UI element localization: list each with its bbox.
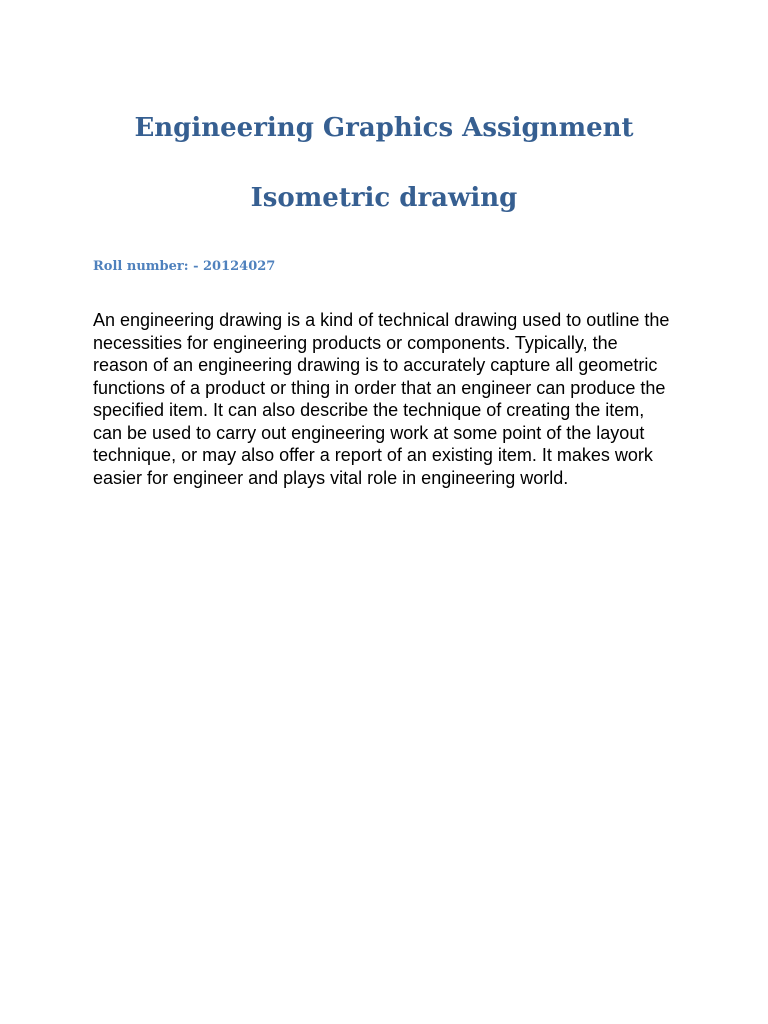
paragraph-line: An engineering drawing is a kind of technical drawing used to outline the [93, 310, 670, 330]
paragraph-line: functions of a product or thing in order that an engineer can produce the [93, 377, 666, 398]
document-subtitle: Isometric drawing [250, 183, 518, 213]
paragraph-line: easier for engineer and plays vital role in engineering world. [93, 467, 569, 488]
paragraph-line: reason of an engineering drawing is to accurately capture all geometric [93, 355, 658, 375]
paragraph-line: specified item. It can also describe the technique of creating the item, [93, 400, 645, 420]
document-title: Engineering Graphics Assignment [134, 113, 634, 143]
paragraph-line: necessities for engineering products or components. Typically, the [93, 332, 618, 353]
roll-number: Roll number: - 20124027 [93, 259, 276, 274]
body-paragraph [93, 309, 683, 489]
paragraph-line: technique, or may also offer a report of an existing item. It makes work [93, 445, 653, 465]
paragraph-line: can be used to carry out engineering work at some point of the layout [93, 422, 645, 443]
